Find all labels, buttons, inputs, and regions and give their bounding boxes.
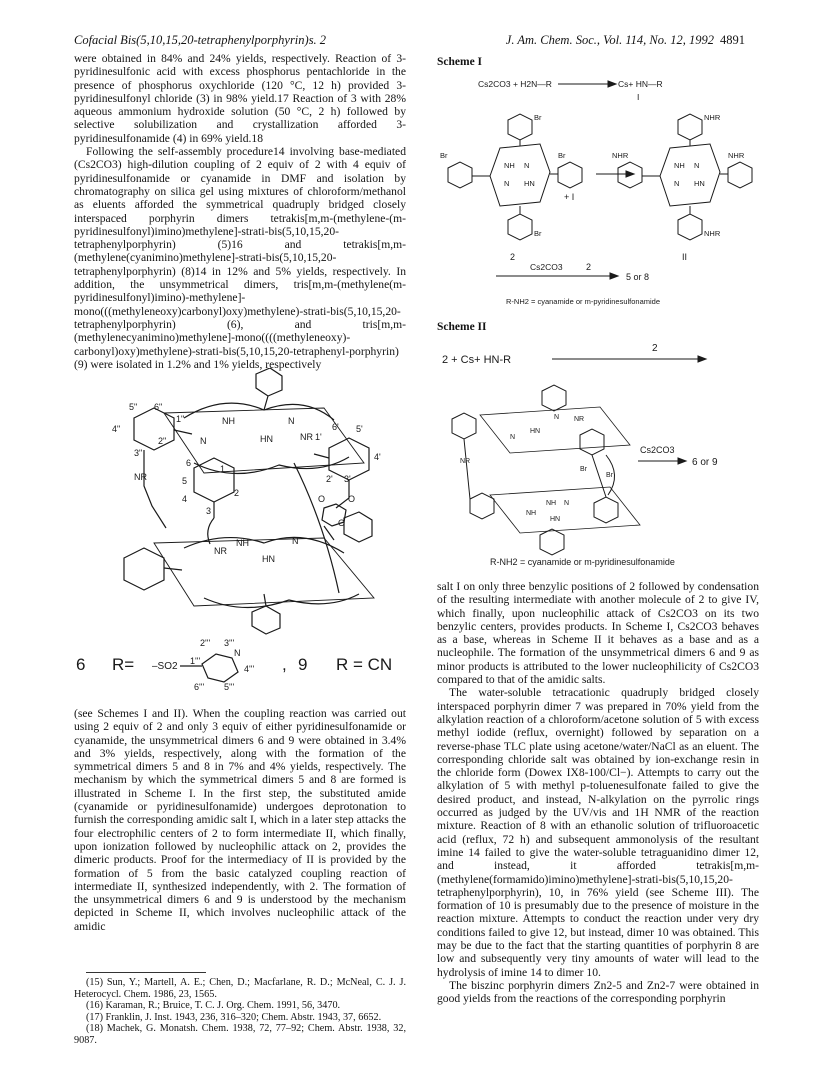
- atom-label: 3': [344, 474, 351, 484]
- atom-label: 6: [186, 458, 192, 468]
- compound-2-label: 2: [510, 252, 516, 262]
- atom-label: N: [510, 434, 516, 441]
- atom-label: N: [288, 416, 295, 426]
- atom-label: N: [564, 500, 570, 507]
- atom-label: NR: [574, 416, 585, 423]
- atom-label: O: [318, 494, 326, 504]
- nhr-label: NHR: [728, 151, 745, 160]
- scheme-2-arrow-label: 2: [652, 343, 658, 354]
- core-label: HN: [524, 179, 535, 188]
- r-equals-cn: R = CN: [336, 655, 393, 674]
- br-label: Br: [558, 151, 566, 160]
- atom-label: 2: [234, 488, 240, 498]
- equation-left: Cs2CO3 + H2N—R: [478, 79, 552, 89]
- left-column-bottom: [74, 707, 406, 933]
- atom-label: N: [200, 436, 207, 446]
- core-label: N: [504, 179, 510, 188]
- atom-label: 1': [315, 432, 322, 442]
- nhr-label: NHR: [612, 151, 629, 160]
- atom-label: NR: [300, 432, 313, 442]
- scheme-2-title: Scheme II: [437, 321, 487, 333]
- equation-label-I: I: [637, 92, 640, 102]
- atom-label: 2": [158, 436, 167, 446]
- atom-label: HN: [550, 516, 561, 523]
- ring-label: 2''': [200, 638, 211, 648]
- scheme-2-equation: 2 + Cs+ HN-R: [442, 354, 512, 366]
- paragraph: were obtained in 84% and 24% yields, respectively. Reaction of 3-pyridinesulfonic acid with excess phosphorus pentachloride in the presence of phosphorus oxychloride (120 °C, 12 h) provided 3-pyridinesulfonyl chloride (3) in 98% yield.17 Reaction of 3 with 28% aqueous ammonium hydroxide solution (50 °C, 2 h) followed by selective solubilization and crystallization afforded 3-pyridinesulfonamide (4) in 69% yield.18: [74, 52, 406, 145]
- atom-label: 6": [154, 402, 163, 412]
- atom-label: HN: [260, 434, 273, 444]
- atom-label: 6': [332, 422, 339, 432]
- scheme-2-reagent: Cs2CO3: [640, 445, 675, 455]
- reference-item: (16) Karaman, R.; Bruice, T. C. J. Org. Chem. 1991, 56, 3470.: [86, 1000, 341, 1012]
- paragraph: (see Schemes I and II). When the coupling reaction was carried out using 2 equiv of 2 and only 3 equiv of either pyridinesulfonamide or cyanamide, the unsymmetrical dimers 6 and 9 were obtained in 3.4% and 3% yields, respectively, along with the formation of the symmetrical dimers 5 and 8 in 7% and 4% yields, respectively. The mechanism by which the symmetrical dimers 5 and 8 are formed is illustrated in Scheme I. In the first step, the substituted amide (cyanamide or pyridinesulfonamide) undergoes deprotonation to furnish the corresponding amidic salt I, which in a later step attacks the four electrophilic centers of 2 to form intermediate II, which finally, upon ionization followed by nucleophilic attack on 2, provides the dimeric products. Proof for the intermediacy of II is provided by the formation of 5 from the basic catalyzed coupling reaction of intermediate II, synthesized independently, with 2. The formation of the unsymmetrical dimers 6 and 9 is understood by the mechanism depicted in Scheme II, which involves nucleophilic attack of the amidic: [74, 707, 406, 933]
- atom-label: 3": [134, 448, 143, 458]
- compound-number-6: 6: [76, 655, 86, 674]
- paragraph: The water-soluble tetracationic quadruply bridged closely interspaced porphyrin dimer 7 was prepared in 70% yield from the alkylation reaction of a chloroform/acetone solution of 5 with excess methyl iodide (reflux, overnight) followed by separation on a reverse-phase TLC plate using acetone/water/NaCl as an eluent. The corresponding chloride salt was obtained by ion-exchange resin in the chloride form (Dowex IX8-100/Cl−). Attempts to carry out the alkylation of 5 with methyl p-toluenesulfonate failed to give the desired product, and instead, N-alkylation on the pyrrolic rings occurred as judged by the UV/vis and 1H NMR of the reaction mixture. Reaction of 8 with an ethanolic solution of trifluoroacetic acid (reflux, 72 h) and subsequent ammonolysis of the resultant imine 14 failed to give the water-soluble tetraguanidino dimer 12, and instead, it afforded tetrakis[m,m-(methylene(formamido)imino)methylene]-strati-bis(5,10,15,20-tetraphenylporphyrin), 10, in 76% yield (see Scheme III). The formation of 10 is presumably due to the presence of moisture in the reaction mixture. Attempts to conduct the reaction under very dry conditions failed to give 12, but instead, dimer 10 was obtained. This may be due to the fact that the starting quantities of porphyrin 8 are low and subsequently very tiny amounts of water will lead to the hydrolysis of imine 14 to dimer 10.: [437, 686, 759, 979]
- atom-label: 1": [176, 414, 185, 424]
- scheme-2-figure: [430, 335, 760, 575]
- step-reactant: 2: [586, 262, 592, 272]
- plus-I: + I: [564, 192, 575, 202]
- atom-label: 1: [220, 464, 226, 474]
- dimer-structure-figure: [74, 368, 414, 698]
- atom-label: 5": [129, 402, 138, 412]
- ring-label: 6''': [194, 682, 205, 692]
- atom-label: 4: [182, 494, 188, 504]
- core-label: N: [524, 161, 530, 170]
- footnote-rule: [86, 972, 206, 973]
- atom-label: NH: [222, 416, 235, 426]
- atom-label: 5: [182, 476, 188, 486]
- br-label: Br: [534, 113, 542, 122]
- compound-II-label: II: [682, 252, 688, 262]
- left-column-top: [74, 52, 406, 371]
- reference-item: (15) Sun, Y.; Martell, A. E.; Chen, D.; Macfarlane, R. D.; McNeal, C. J. J. Heterocycl. Chem. 1986, 23, 1565.: [74, 977, 406, 1000]
- reference-item: (18) Machek, G. Monatsh. Chem. 1938, 72, 77–92; Chem. Abstr. 1938, 32, 9087.: [74, 1023, 406, 1046]
- right-column: [437, 580, 759, 1006]
- atom-label: HN: [530, 428, 541, 435]
- ring-label: N: [234, 648, 241, 658]
- atom-label: NH: [236, 538, 249, 548]
- comma: ,: [282, 655, 287, 674]
- atom-label: O: [348, 494, 356, 504]
- scheme-1-title: Scheme I: [437, 56, 483, 68]
- atom-label: HN: [262, 554, 275, 564]
- atom-label: N: [554, 414, 560, 421]
- core-label: NH: [504, 161, 515, 170]
- atom-label: NH: [526, 510, 537, 517]
- paragraph: The biszinc porphyrin dimers Zn2-5 and Zn2-7 were obtained in good yields from the reactions of the corresponding porphyrin: [437, 978, 759, 1006]
- paragraph: salt I on only three benzylic positions of 2 followed by condensation of the resulting intermediate with another molecule of 2 to give IV, which finally, upon nucleophilic attack of Cs2CO3 on its two benzylic centers, provides products. In Scheme I, Cs2CO3 behaves as a base, whereas in Scheme II it behaves as a base and as a nucleophile. The formation of the unsymmetrical dimers 6 and 9 as minor products is attributed to the lower nucleophilicity of Cs2CO3 compared to that of the amidic salts.: [437, 580, 759, 687]
- scheme-1-footnote: R-NH2 = cyanamide or m-pyridinesulfonamide: [506, 297, 661, 306]
- atom-label: NH: [546, 500, 557, 507]
- ring-label: 1''': [190, 656, 201, 666]
- scheme-2-product: 6 or 9: [692, 457, 718, 468]
- step-product: 5 or 8: [626, 272, 650, 282]
- atom-label: 5': [356, 424, 363, 434]
- core-label: NH: [674, 161, 685, 170]
- ring-label: 5''': [224, 682, 235, 692]
- ring-label: 4''': [244, 664, 255, 674]
- nhr-label: NHR: [704, 113, 721, 122]
- core-label: N: [674, 179, 680, 188]
- running-header: [74, 33, 745, 49]
- atom-label: N: [292, 536, 299, 546]
- core-label: HN: [694, 179, 705, 188]
- reference-item: (17) Franklin, J. Inst. 1943, 236, 316–320; Chem. Abstr. 1943, 37, 6652.: [86, 1011, 382, 1023]
- atom-label: O: [338, 518, 346, 528]
- sulfonyl-label: –SO2: [152, 661, 178, 672]
- atom-label: Br: [606, 472, 613, 479]
- atom-label: 3: [206, 506, 212, 516]
- br-label: Br: [440, 151, 448, 160]
- atom-label: NR: [460, 458, 471, 465]
- atom-label: Br: [580, 466, 587, 473]
- journal-citation: J. Am. Chem. Soc., Vol. 114, No. 12, 1992 4891: [505, 33, 745, 47]
- atom-label: NR: [134, 472, 147, 482]
- br-label: Br: [534, 229, 542, 238]
- page-number: 4891: [720, 33, 745, 47]
- scheme-1-figure: [430, 70, 760, 340]
- atom-label: 4": [112, 424, 121, 434]
- step-reagent: Cs2CO3: [530, 262, 563, 272]
- references: [74, 972, 406, 1047]
- article-short-title: Cofacial Bis(5,10,15,20-tetraphenylporphyrin)s. 2: [74, 33, 327, 47]
- paragraph: Following the self-assembly procedure14 involving base-mediated (Cs2CO3) high-dilution coupling of 2 equiv of 2 with 4 equiv of pyridinesulfonamide or cyanamide in DMF and isolation by chromatography on silica gel using mixtures of chloroform/methanol as eluents afforded the symmetrical quadruply bridged closely interspaced porphyrin dimers tetrakis[m,m-(methylene-(m-pyridinesulfonyl)imino)methylene]-strati-bis(5,10,15,20-tetraphenylporphyrin) (5)16 and tetrakis[m,m-(methylene(cyanimino)methylene]-strati-bis(5,10,15,20-tetraphenylporphyrin) (8)14 in 12% and 5% yields, respectively. In addition, the unsymmetrical dimers, tris[m,m-(methylene(m-pyridinesulfonyl)imino)-methylene]-mono(((methyleneoxy)carbonyl)oxy)methylene)-strati-bis(5,10,15,20-tetraphenylporphyrin) (6), and tris[m,m-(methylenecyanimino)methylene]-mono((((methyleneoxy)-carbonyl)oxy)methylene)-strati-bis(5,10,15,20-tetraphenyl-porphyrin) (9) were isolated in 1.2% and 1% yields, respectively: [74, 145, 406, 371]
- atom-label: 2': [326, 474, 333, 484]
- atom-label: 4': [374, 452, 381, 462]
- scheme-2-footnote: R-NH2 = cyanamide or m-pyridinesulfonamide: [490, 557, 675, 567]
- r-equals: R=: [112, 655, 135, 674]
- core-label: N: [694, 161, 700, 170]
- atom-label: NR: [214, 546, 227, 556]
- equation-right: Cs+ HN—R: [618, 79, 663, 89]
- compound-number-9: 9: [298, 655, 308, 674]
- ring-label: 3''': [224, 638, 235, 648]
- nhr-label: NHR: [704, 229, 721, 238]
